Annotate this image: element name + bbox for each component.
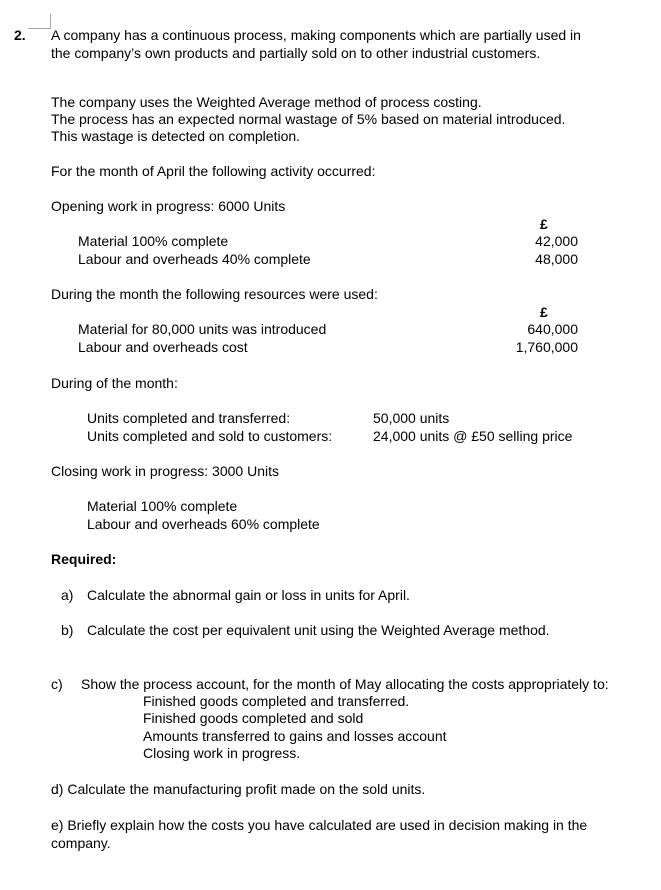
required-c-text: Show the process account, for the month of May allocating the costs appropriately to: <box>81 676 609 692</box>
required-a-text: Calculate the abnormal gain or loss in units for April. <box>87 587 410 603</box>
required-a-marker: a) <box>61 587 74 603</box>
opening-wip-heading: Opening work in progress: 6000 Units <box>51 198 286 214</box>
required-e-text-line-1: e) Briefly explain how the costs you have calculated are used in decision making in the <box>51 817 588 833</box>
wastage-line-1: The process has an expected normal wastage of 5% based on material introduced. <box>51 111 566 127</box>
closing-wip-item: Labour and overheads 60% complete <box>87 516 320 532</box>
required-c-item: Amounts transferred to gains and losses account <box>143 728 447 744</box>
intro-line-1: A company has a continuous process, making components which are partially used in <box>51 27 581 43</box>
resources-currency: £ <box>540 304 548 320</box>
required-heading: Required: <box>51 551 117 567</box>
wastage-line-2: This wastage is detected on completion. <box>51 128 301 144</box>
required-c-item: Closing work in progress. <box>143 745 301 761</box>
resources-heading: During the month the following resources were used: <box>51 286 378 302</box>
required-d-text: d) Calculate the manufacturing profit made on the sold units. <box>51 781 426 797</box>
required-b-marker: b) <box>61 622 74 638</box>
required-b-text: Calculate the cost per equivalent unit using the Weighted Average method. <box>87 622 550 638</box>
required-e-text-line-2: company. <box>51 835 111 851</box>
during-month-heading: During of the month: <box>51 375 178 391</box>
question-number: 2. <box>14 27 26 43</box>
opening-wip-label: Material 100% complete <box>78 233 229 249</box>
required-c-marker: c) <box>51 676 63 692</box>
closing-wip-item: Material 100% complete <box>87 498 238 514</box>
opening-wip-label: Labour and overheads 40% complete <box>78 251 311 267</box>
resources-value: 1,760,000 <box>515 339 578 355</box>
method-line: The company uses the Weighted Average method of process costing. <box>51 94 482 110</box>
opening-wip-value: 42,000 <box>535 233 578 249</box>
april-intro: For the month of April the following activity occurred: <box>51 163 376 179</box>
required-c-item: Finished goods completed and sold <box>143 710 364 726</box>
resources-label: Material for 80,000 units was introduced <box>78 321 327 337</box>
opening-wip-currency: £ <box>540 216 548 232</box>
opening-wip-value: 48,000 <box>535 251 578 267</box>
intro-line-2: the company’s own products and partially sold on to other industrial customers. <box>51 45 541 61</box>
resources-label: Labour and overheads cost <box>78 339 248 355</box>
during-month-label: Units completed and transferred: <box>87 410 291 426</box>
resources-value: 640,000 <box>527 321 578 337</box>
during-month-value: 50,000 units <box>373 410 450 426</box>
during-month-label: Units completed and sold to customers: <box>87 428 333 444</box>
closing-wip-heading: Closing work in progress: 3000 Units <box>51 463 279 479</box>
during-month-value: 24,000 units @ £50 selling price <box>373 428 573 444</box>
required-c-item: Finished goods completed and transferred. <box>143 693 410 709</box>
text-boundary-marker <box>28 14 51 29</box>
